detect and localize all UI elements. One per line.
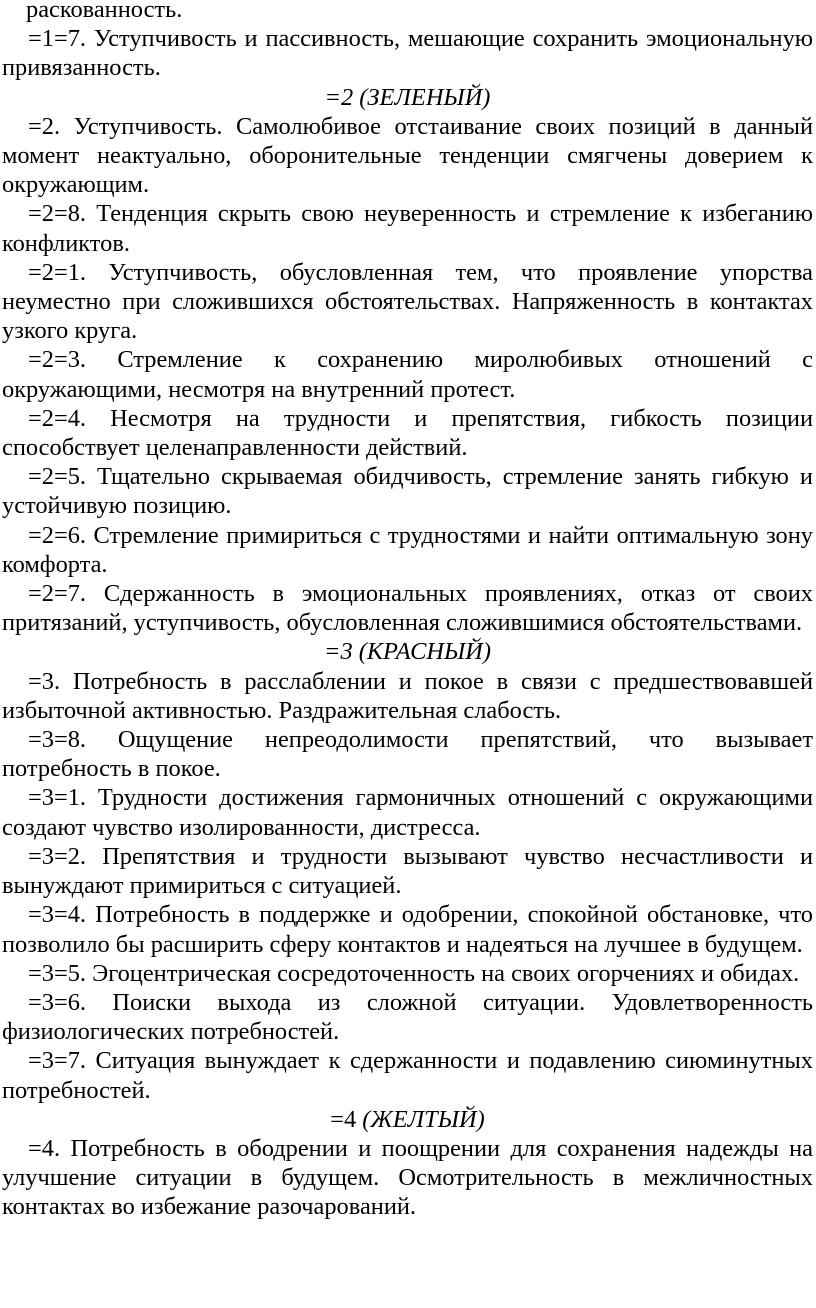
- paragraph-2-4: =2=4. Несмотря на трудности и препятствия, гибкость позиции способствует целенаправленности действий.: [2, 404, 813, 462]
- paragraph-3-7: =3=7. Ситуация вынуждает к сдержанности и подавлению сиюминутных потребностей.: [2, 1047, 813, 1104]
- paragraph-3-5: =3=5. Эгоцентрическая сосредоточенность на своих огорчениях и обидах.: [28, 959, 800, 987]
- paragraph-2-1: =2=1. Уступчивость, обусловленная тем, что проявление упорства неуместно при сложившихся обстоятельствах. Напряженность в контактах узкого круга.: [2, 258, 813, 345]
- paragraph-continuation: раскованность.: [26, 0, 183, 23]
- paragraph-2-7: =2=7. Сдержанность в эмоциональных проявлениях, отказ от своих притязаний, уступчивость, обусловленная сложившимися обстоятельствами.: [2, 580, 813, 637]
- paragraph-3-4: =3=4. Потребность в поддержке и одобрении, спокойной обстановке, что позволило бы расширить сферу контактов и надеяться на лучшее в будущем.: [2, 901, 813, 958]
- heading-green: =2 (ЗЕЛЕНЫЙ): [324, 83, 491, 111]
- heading-yellow-prefix: =4: [330, 1105, 357, 1133]
- heading-red: =3 (КРАСНЫЙ): [323, 638, 491, 666]
- heading-yellow-title: (ЖЕЛТЫЙ): [362, 1105, 485, 1133]
- paragraph-2-6: =2=6. Стремление примириться с трудностями и найти оптимальную зону комфорта.: [2, 521, 813, 578]
- paragraph-3: =3. Потребность в расслаблении и покое в связи с предшествовавшей избыточной активностью. Раздражительная слабость.: [2, 667, 813, 724]
- paragraph-3-2: =3=2. Препятствия и трудности вызывают чувство несчастливости и вынуждают примириться с ситуацией.: [2, 842, 813, 900]
- paragraph-2: =2. Уступчивость. Самолюбивое отстаивание своих позиций в данный момент неактуально, оборонительные тенденции смягчены доверием к окружающим.: [2, 112, 813, 199]
- document-page: [2, 0, 813, 1222]
- paragraph-4: =4. Потребность в ободрении и поощрении для сохранения надежды на улучшение ситуации в будущем. Осмотрительность в межличностных контактах во избежание разочарований.: [2, 1134, 813, 1221]
- paragraph-2-5: =2=5. Тщательно скрываемая обидчивость, стремление занять гибкую и устойчивую позицию.: [2, 463, 813, 520]
- paragraph-2-8: =2=8. Тенденция скрыть свою неуверенность и стремление к избеганию конфликтов.: [2, 200, 813, 257]
- paragraph-2-3: =2=3. Стремление к сохранению миролюбивых отношений с окружающими, несмотря на внутренний протест.: [2, 346, 813, 403]
- paragraph-3-1: =3=1. Трудности достижения гармоничных отношений с окружающими создают чувство изолированности, дистресса.: [2, 784, 813, 841]
- heading-yellow: [2, 1105, 813, 1134]
- paragraph-3-6: =3=6. Поиски выхода из сложной ситуации. Удовлетворенность физиологических потребностей.: [2, 988, 813, 1046]
- paragraph-3-8: =3=8. Ощущение непреодолимости препятствий, что вызывает потребность в покое.: [2, 726, 813, 783]
- paragraph-1-7: =1=7. Уступчивость и пассивность, мешающие сохранить эмоциональную привязанность.: [2, 25, 813, 82]
